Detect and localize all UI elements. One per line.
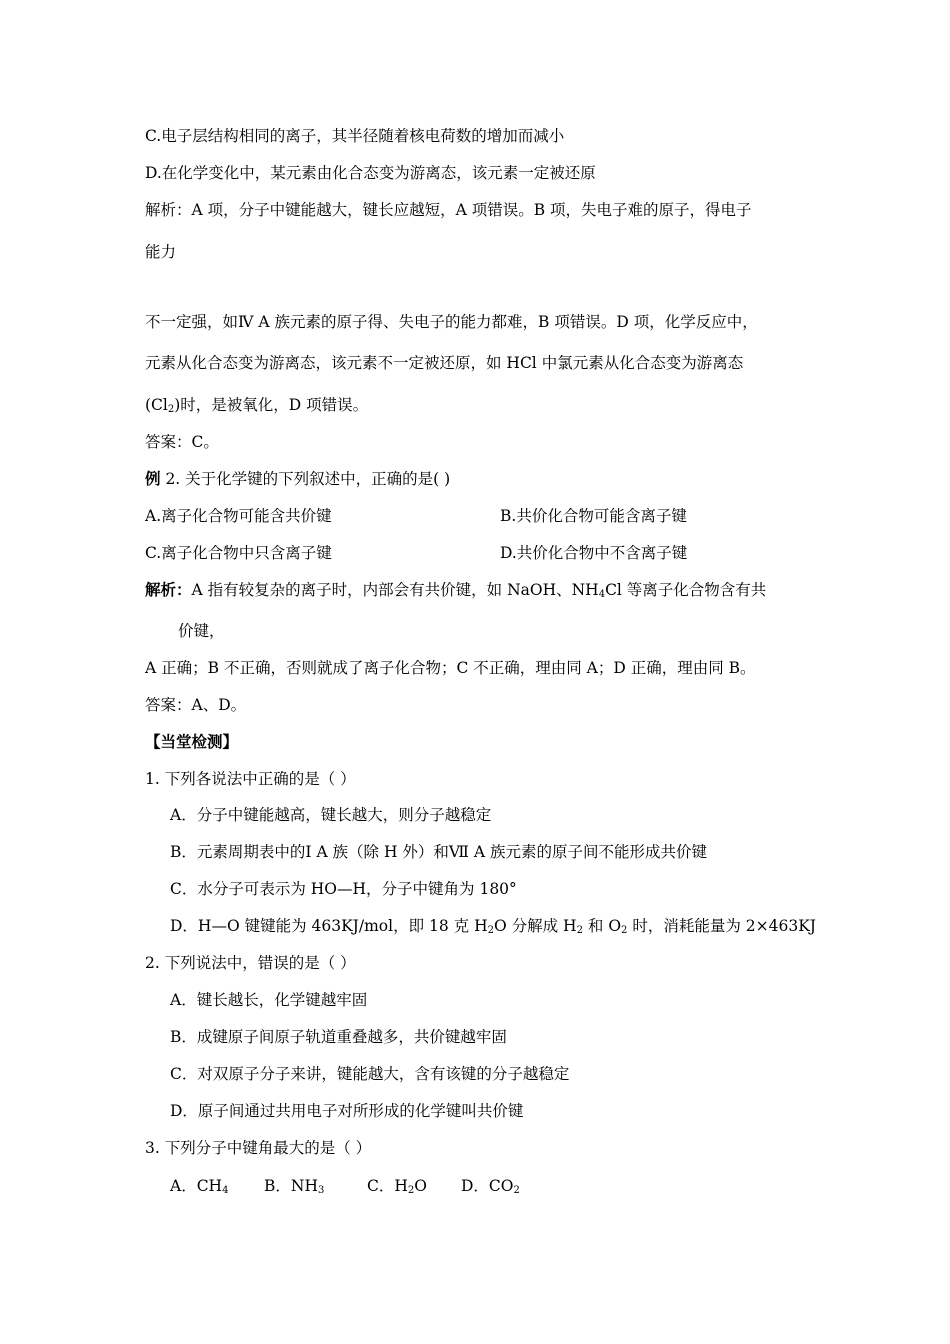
q3-option-a: A．$CH_4$ bbox=[170, 1177, 229, 1196]
text-line: D.在化学变化中，某元素由化合态变为游离态，该元素一定被还原 bbox=[145, 164, 596, 182]
question-1: 1. 下列各说法中正确的是（ ） bbox=[145, 770, 356, 788]
text-line: A 正确；B 不正确，否则就成了离子化合物；C 不正确，理由同 A；D 正确，理由同 B。 bbox=[145, 659, 756, 677]
q3-option-c: C．$H_2O$ bbox=[367, 1177, 427, 1196]
q3-option-d: D．$CO_2$ bbox=[461, 1177, 520, 1196]
question-2: 2. 下列说法中，错误的是（ ） bbox=[145, 954, 356, 972]
q1-option-a: A．分子中键能越高，键长越大，则分子越稳定 bbox=[170, 806, 492, 824]
q2-option-c: C．对双原子分子来讲，键能越大，含有该键的分子越稳定 bbox=[170, 1065, 570, 1083]
choice-d: D.共价化合物中不含离子键 bbox=[500, 544, 688, 562]
answer-line: 答案：C。 bbox=[145, 433, 219, 451]
example-heading: 例 2. 关于化学键的下列叙述中，正确的是( ) bbox=[145, 469, 451, 488]
question-3: 3. 下列分子中键角最大的是（ ） bbox=[145, 1139, 372, 1157]
q3-option-b: B．$NH_3$ bbox=[264, 1177, 325, 1196]
choice-c: C.离子化合物中只含离子键 bbox=[145, 544, 332, 562]
section-title: 【当堂检测】 bbox=[145, 732, 239, 751]
text-line: 不一定强，如Ⅳ A 族元素的原子得、失电子的能力都难，B 项错误。D 项，化学反应中， bbox=[145, 313, 758, 331]
q2-option-d: D．原子间通过共用电子对所形成的化学键叫共价键 bbox=[170, 1102, 524, 1120]
text-line: 解析：A 项，分子中键能越大，键长应越短，A 项错误。B 项，失电子难的原子，得电子 bbox=[145, 201, 752, 219]
q2-option-b: B．成键原子间原子轨道重叠越多，共价键越牢固 bbox=[170, 1028, 507, 1046]
q2-option-a: A．键长越长，化学键越牢固 bbox=[170, 991, 368, 1009]
text-line: 价键， bbox=[178, 622, 225, 640]
q1-option-d: D．H—O 键键能为 463KJ/mol，即 18 克 $H_2O$ 分解成 $H_2$ 和 $O_2$ 时，消耗能量为 2×463KJ bbox=[170, 917, 816, 936]
choice-b: B.共价化合物可能含离子键 bbox=[500, 507, 687, 525]
answer-line: 答案：A、D。 bbox=[145, 696, 247, 714]
choice-a: A.离子化合物可能含共价键 bbox=[145, 507, 332, 525]
q3-options bbox=[170, 1175, 520, 1197]
text-line: 解析：A 指有较复杂的离子时，内部会有共价键，如 NaOH、$NH_4Cl$ 等离子化合物含有共 bbox=[145, 580, 767, 600]
q1-option-c: C．水分子可表示为 HO—H，分子中键角为 180° bbox=[170, 880, 517, 898]
text-line: $(Cl_2)$时，是被氧化，D 项错误。 bbox=[145, 396, 369, 415]
text-line: C.电子层结构相同的离子，其半径随着核电荷数的增加而减小 bbox=[145, 127, 565, 145]
text-line: 能力 bbox=[145, 243, 177, 261]
text-line: 元素从化合态变为游离态，该元素不一定被还原，如 HCl 中氯元素从化合态变为游离态 bbox=[145, 354, 744, 372]
q1-option-b: B．元素周期表中的Ⅰ A 族（除 H 外）和Ⅶ A 族元素的原子间不能形成共价键 bbox=[170, 843, 707, 861]
